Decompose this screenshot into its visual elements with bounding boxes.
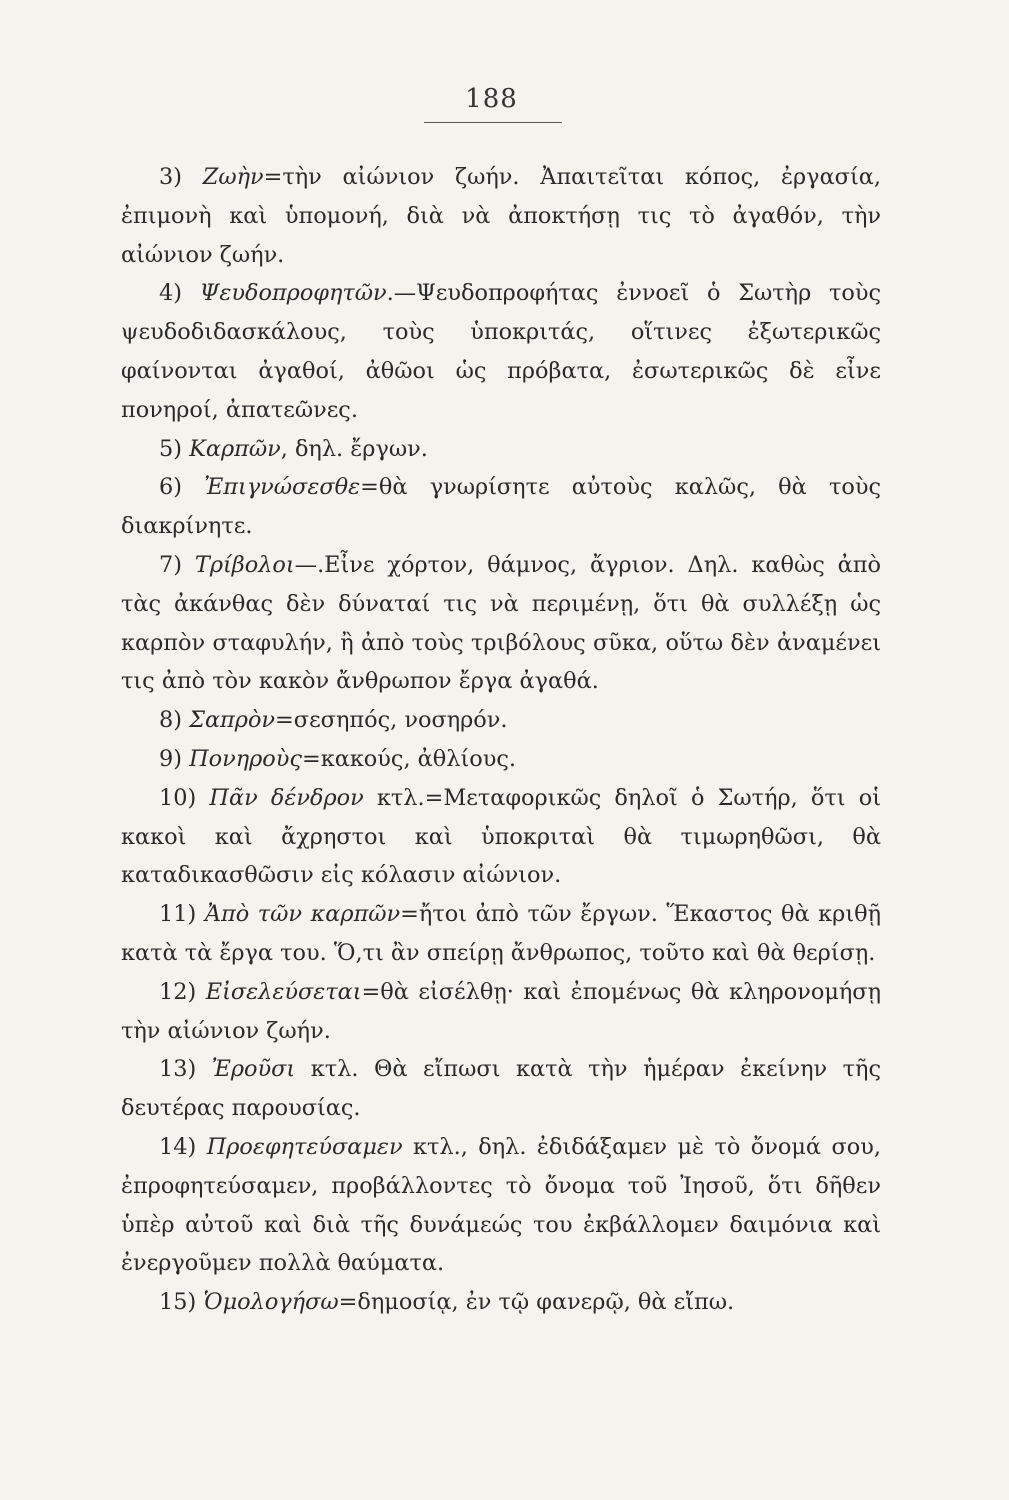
- footnote: 12) Εἰσελεύσεται=θὰ εἰσέλθῃ· καὶ ἐπομένως θὰ κληρονομήσῃ τὴν αἰώνιον ζωήν.: [121, 978, 881, 1044]
- footnote: 3) Ζωὴν=τὴν αἰώνιον ζωήν. Ἀπαιτεῖται κόπος, ἐργασία, ἐπιμονὴ καὶ ὑπομονή, διὰ νὰ ἀποκτήσῃ τις τὸ ἀγαθόν, τὴν αἰώνιον ζωήν.: [121, 164, 881, 268]
- glossed-term: Ἀπὸ τῶν καρπῶν: [204, 901, 401, 928]
- gloss-text: κτλ. Θὰ εἴπωσι κατὰ τὴν ἡμέραν ἐκείνην τῆς δευτέρας παρουσίας.: [121, 1056, 881, 1122]
- glossed-term: Τρίβολοι: [194, 551, 295, 578]
- glossed-term: Ψευδοπροφητῶν: [199, 280, 387, 307]
- footnote: 15) Ὁμολογήσω=δημοσίᾳ, ἐν τῷ φανερῷ, θὰ εἴπω.: [159, 1289, 735, 1316]
- footnote: 14) Προεφητεύσαμεν κτλ., δηλ. ἐδιδάξαμεν μὲ τὸ ὄνομά σου, ἐπροφητεύσαμεν, προβάλλοντες τὸ ὄνομα τοῦ Ἰησοῦ, ὅτι δῆθεν ὑπὲρ αὐτοῦ καὶ διὰ τῆς δυνάμεώς του ἐκβάλλομεν δαιμόνια καὶ ἐνεργοῦμεν πολλὰ θαύματα.: [121, 1133, 881, 1277]
- glossed-term: Προεφητεύσαμεν: [206, 1133, 403, 1160]
- gloss-text: =σεσηπός, νοσηρόν.: [275, 707, 508, 734]
- glossed-term: Καρπῶν: [189, 435, 281, 462]
- footnote: 7) Τρίβολοι—.Εἶνε χόρτον, θάμνος, ἄγριον. Δηλ. καθὼς ἀπὸ τὰς ἀκάνθας δὲν δύναταί τις νὰ περιμένῃ, ὅτι θὰ συλλέξῃ ὡς καρπὸν σταφυλήν, ἢ ἀπὸ τοὺς τριβόλους σῦκα, οὕτω δὲν ἀναμένει τις ἀπὸ τὸν κακὸν ἄνθρωπον ἔργα ἀγαθά.: [121, 551, 881, 695]
- footnote: 9) Πονηροὺς=κακούς, ἀθλίους.: [159, 745, 516, 772]
- gloss-text: =κακούς, ἀθλίους.: [301, 745, 516, 772]
- gloss-text: =θὰ γνωρίσητε αὐτοὺς καλῶς, θὰ τοὺς διακρίνητε.: [121, 474, 882, 540]
- footnote: 6) Ἐπιγνώσεσθε=θὰ γνωρίσητε αὐτοὺς καλῶς, θὰ τοὺς διακρίνητε.: [121, 474, 882, 540]
- glossed-term: Πονηροὺς: [189, 745, 302, 772]
- gloss-text: .—Ψευδοπροφήτας ἐννοεῖ ὁ Σωτὴρ τοὺς ψευδοδιδασκάλους, τοὺς ὑποκριτάς, οἵτινες ἐξωτερικῶς φαίνονται ἀγαθοί, ἀθῶοι ὡς πρόβατα, ἐσωτερικῶς δὲ εἶνε πονηροί, ἀπατεῶνες.: [121, 280, 882, 423]
- glossed-term: Εἰσελεύσεται: [205, 978, 362, 1005]
- glossed-term: Ζωὴν: [202, 164, 264, 190]
- glossed-term: Ἐπιγνώσεσθε: [204, 474, 361, 501]
- glossed-term: Σαπρὸν: [189, 707, 276, 734]
- page-number: 188: [465, 84, 518, 114]
- footnote: 4) Ψευδοπροφητῶν.—Ψευδοπροφήτας ἐννοεῖ ὁ Σωτὴρ τοὺς ψευδοδιδασκάλους, τοὺς ὑποκριτάς, οἵτινες ἐξωτερικῶς φαίνονται ἀγαθοί, ἀθῶοι ὡς πρόβατα, ἐσωτερικῶς δὲ εἶνε πονηροί, ἀπατεῶνες.: [121, 280, 882, 423]
- footnote: 10) Πᾶν δένδρον κτλ.=Μεταφορικῶς δηλοῖ ὁ Σωτήρ, ὅτι οἱ κακοὶ καὶ ἄχρηστοι καὶ ὑποκριταὶ θὰ τιμωρηθῶσι, θὰ καταδικασθῶσιν εἰς κόλασιν αἰώνιον.: [121, 784, 882, 889]
- gloss-text: =ἤτοι ἀπὸ τῶν ἔργων. Ἕκαστος θὰ κριθῇ κατὰ τὰ ἔργα του. Ὅ,τι ἂν σπείρῃ ἄνθρωπος, τοῦτο καὶ θὰ θερίσῃ.: [121, 901, 881, 966]
- glossed-term: Ὁμολογήσω: [203, 1289, 339, 1316]
- glossed-term: Πᾶν δένδρον: [209, 784, 364, 811]
- gloss-text: κτλ., δηλ. ἐδιδάξαμεν μὲ τὸ ὄνομά σου, ἐπροφητεύσαμεν, προβάλλοντες τὸ ὄνομα τοῦ Ἰησοῦ, ὅτι δῆθεν ὑπὲρ αὐτοῦ καὶ διὰ τῆς δυνάμεώς του ἐκβάλλομεν δαιμόνια καὶ ἐνεργοῦμεν πολλὰ θαύματα.: [121, 1133, 881, 1277]
- gloss-text: —.Εἶνε χόρτον, θάμνος, ἄγριον. Δηλ. καθὼς ἀπὸ τὰς ἀκάνθας δὲν δύναταί τις νὰ περιμένῃ, ὅτι θὰ συλλέξῃ ὡς καρπὸν σταφυλήν, ἢ ἀπὸ τοὺς τριβόλους σῦκα, οὕτω δὲν ἀναμένει τις ἀπὸ τὸν κακὸν ἄνθρωπον ἔργα ἀγαθά.: [121, 551, 881, 695]
- gloss-text: κτλ.=Μεταφορικῶς δηλοῖ ὁ Σωτήρ, ὅτι οἱ κακοὶ καὶ ἄχρηστοι καὶ ὑποκριταὶ θὰ τιμωρηθῶσι, θὰ καταδικασθῶσιν εἰς κόλασιν αἰώνιον.: [121, 784, 882, 889]
- footnote: 13) Ἐροῦσι κτλ. Θὰ εἴπωσι κατὰ τὴν ἡμέραν ἐκείνην τῆς δευτέρας παρουσίας.: [121, 1056, 881, 1122]
- gloss-text: =θὰ εἰσέλθῃ· καὶ ἐπομένως θὰ κληρονομήσῃ τὴν αἰώνιον ζωήν.: [121, 978, 881, 1044]
- header-rule: [424, 122, 562, 123]
- gloss-text: =δημοσίᾳ, ἐν τῷ φανερῷ, θὰ εἴπω.: [338, 1289, 735, 1316]
- footnote: 8) Σαπρὸν=σεσηπός, νοσηρόν.: [159, 707, 508, 734]
- footnote: 11) Ἀπὸ τῶν καρπῶν=ἤτοι ἀπὸ τῶν ἔργων. Ἕκαστος θὰ κριθῇ κατὰ τὰ ἔργα του. Ὅ,τι ἂν σπείρῃ ἄνθρωπος, τοῦτο καὶ θὰ θερίσῃ.: [121, 901, 881, 966]
- footnote: 5) Καρπῶν, δηλ. ἔργων.: [159, 435, 428, 462]
- gloss-text: =τὴν αἰώνιον ζωήν. Ἀπαιτεῖται κόπος, ἐργασία, ἐπιμονὴ καὶ ὑπομονή, διὰ νὰ ἀποκτήσῃ τις τὸ ἀγαθόν, τὴν αἰώνιον ζωήν.: [121, 164, 881, 268]
- glossed-term: Ἐροῦσι: [211, 1056, 296, 1083]
- footnotes-list: [121, 158, 881, 1322]
- gloss-text: , δηλ. ἔργων.: [280, 435, 428, 462]
